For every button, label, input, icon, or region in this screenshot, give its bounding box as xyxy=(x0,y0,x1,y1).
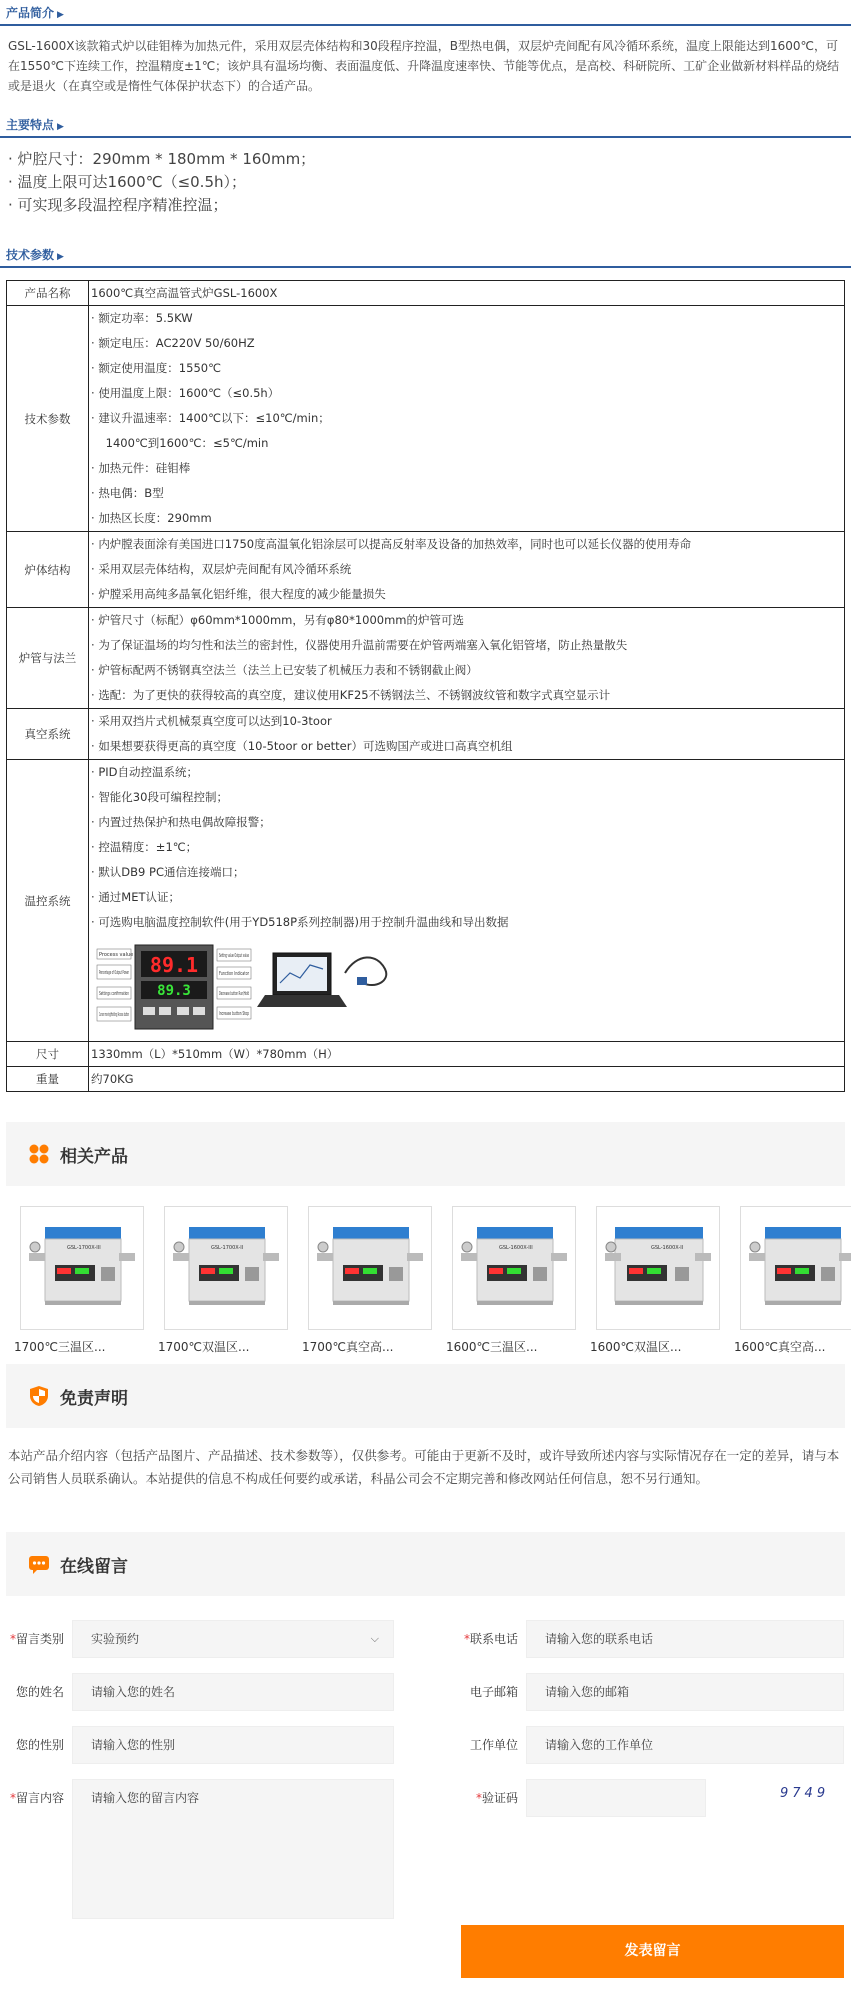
captcha-input[interactable] xyxy=(526,1779,706,1817)
product-name[interactable]: 1700℃真空高... xyxy=(302,1340,394,1354)
grid-icon xyxy=(28,1143,50,1165)
product-name[interactable]: 1600℃双温区... xyxy=(590,1340,682,1354)
product-model-plate: GSL-1700X-II xyxy=(211,1245,244,1251)
product-name[interactable]: 1700℃三温区... xyxy=(14,1340,106,1354)
phone-field: *联系电话 请输入您的联系电话 xyxy=(454,1620,844,1658)
related-product-card[interactable] xyxy=(734,1206,851,1364)
ctrl-label-left-1: Percentage of Output Power xyxy=(99,970,130,976)
controller-illustration xyxy=(95,943,395,1033)
param-key: 真空系统 xyxy=(7,709,89,760)
related-product-card[interactable] xyxy=(446,1206,580,1364)
param-line: · 加热元件：硅钼棒 xyxy=(91,461,191,475)
param-key: 炉体结构 xyxy=(7,532,89,608)
params-section-title: 技术参数 ▶ xyxy=(0,242,851,268)
param-line: · PID自动控温系统； xyxy=(91,765,198,779)
submit-button[interactable]: 发表留言 xyxy=(461,1925,844,1978)
param-line: · 采用双层壳体结构，双层炉壳间配有风冷循环系统 xyxy=(91,562,352,576)
product-model-plate: GSL-1700X-III xyxy=(67,1245,101,1251)
related-product-card[interactable] xyxy=(302,1206,436,1364)
param-key: 尺寸 xyxy=(7,1042,89,1067)
ctrl-label-right-3: Increase button Stop xyxy=(219,1011,249,1017)
feature-item: · 炉腔尺寸：290mm * 180mm * 160mm； xyxy=(8,150,316,168)
product-image[interactable] xyxy=(164,1206,288,1330)
param-line: · 选配：为了更快的获得较高的真空度，建议使用KF25不锈钢法兰、不锈钢波纹管和数字式真空显示计 xyxy=(91,688,611,702)
captcha-field: *验证码 9749 xyxy=(454,1779,844,1817)
param-value-list xyxy=(89,532,845,608)
triangle-right-icon: ▶ xyxy=(57,10,64,20)
email-input[interactable]: 请输入您的邮箱 xyxy=(526,1673,844,1711)
param-line: · 建议升温速率：1400℃以下：≤10℃/min； xyxy=(91,411,330,425)
params-table xyxy=(6,280,845,1092)
param-key: 炉管与法兰 xyxy=(7,608,89,709)
related-products-header: 相关产品 xyxy=(6,1122,845,1186)
message-header: 在线留言 xyxy=(6,1532,845,1596)
ctrl-label-right-0: Setting value Output value xyxy=(219,953,249,959)
triangle-right-icon: ▶ xyxy=(57,252,64,262)
product-image[interactable] xyxy=(740,1206,851,1330)
message-type-select[interactable]: 实验预约 ⌵ xyxy=(72,1620,394,1658)
param-key: 温控系统 xyxy=(7,760,89,1042)
features-section-title: 主要特点 ▶ xyxy=(0,112,851,138)
param-line: · 为了保证温场的均匀性和法兰的密封性，仪器使用升温前需要在炉管两端塞入氧化铝管堵，防止热量散失 xyxy=(91,638,628,652)
product-model-plate: GSL-1600X-III xyxy=(499,1245,533,1251)
intro-text: GSL-1600X该款箱式炉以硅钼棒为加热元件，采用双层壳体结构和30段程序控温，B型热电偶，双层炉壳间配有风冷循环系统，温度上限能达到1600℃，可在1550℃下连续工作，控温精度±1℃；该炉具有温场均衡、表面温度低、升降温度速率快、节能等优点，是高校、科研院所、工矿企业做新材料样品的烧结或是退火（在真空或是惰性气体保护状态下）的合适产品。 xyxy=(8,39,840,93)
content-textarea[interactable]: 请输入您的留言内容 xyxy=(72,1779,394,1919)
product-name[interactable]: 1700℃双温区... xyxy=(158,1340,250,1354)
param-line: · 使用温度上限：1600℃（≤0.5h） xyxy=(91,386,280,400)
param-line: · 智能化30段可编程控制； xyxy=(91,790,228,804)
work-unit-field: 工作单位 请输入您的工作单位 xyxy=(454,1726,844,1764)
param-line: · 默认DB9 PC通信连接端口； xyxy=(91,865,245,879)
chat-bubble-icon xyxy=(28,1553,50,1575)
temperature-controller-image xyxy=(95,943,395,1033)
name-input[interactable]: 请输入您的姓名 xyxy=(72,1673,394,1711)
param-line: · 内置过热保护和热电偶故障报警； xyxy=(91,815,271,829)
param-key: 重量 xyxy=(7,1067,89,1092)
ctrl-label-left-3: Cursor moving/Holding /Access button xyxy=(99,1012,129,1018)
param-value: 约70KG xyxy=(89,1067,845,1092)
message-type-field: *留言类别 实验预约 ⌵ xyxy=(0,1620,394,1658)
product-image[interactable] xyxy=(596,1206,720,1330)
shield-icon xyxy=(28,1385,50,1407)
param-line: · 炉管标配两不锈钢真空法兰（法兰上已安装了机械压力表和不锈钢截止阀） xyxy=(91,663,478,677)
content-field: *留言内容 请输入您的留言内容 xyxy=(0,1779,394,1919)
intro-section-title: 产品简介 ▶ xyxy=(0,0,851,26)
disclaimer-header: 免责声明 xyxy=(6,1364,845,1428)
param-value-list xyxy=(89,709,845,760)
ctrl-display-bottom: 89.3 xyxy=(157,983,191,999)
param-line: · 加热区长度：290mm xyxy=(91,511,212,525)
disclaimer-text: 本站产品介绍内容（包括产品图片、产品描述、技术参数等），仅供参考。可能由于更新不及时，或许导致所述内容与实际情况存在一定的差异，请与本公司销售人员联系确认。本站提供的信息不构成任何要约或承诺，科晶公司会不定期完善和修改网站任何信息，恕不另行通知。 xyxy=(8,1448,840,1486)
param-line: 1400℃到1600℃：≤5℃/min xyxy=(98,436,269,450)
ctrl-label-left-0: Process value xyxy=(99,952,134,958)
param-line: · 额定功率：5.5KW xyxy=(91,311,193,325)
param-line: · 炉管尺寸（标配）φ60mm*1000mm，另有φ80*1000mm的炉管可选 xyxy=(91,613,464,627)
ctrl-label-right-1: Function Indicator xyxy=(219,971,250,977)
param-line: · 控温精度：±1℃； xyxy=(91,840,198,854)
param-line: · 额定使用温度：1550℃ xyxy=(91,361,221,375)
param-value: 1600℃真空高温管式炉GSL-1600X xyxy=(89,281,845,306)
param-line: · 可选购电脑温度控制软件(用于YD518P系列控制器)用于控制升温曲线和导出数据 xyxy=(91,915,509,929)
param-value-list xyxy=(89,760,845,1042)
param-line: · 额定电压：AC220V 50/60HZ xyxy=(91,336,255,350)
feature-item: · 可实现多段温控程序精准控温； xyxy=(8,196,228,214)
product-model-plate: GSL-1600X-II xyxy=(651,1245,684,1251)
product-image[interactable] xyxy=(308,1206,432,1330)
product-name[interactable]: 1600℃三温区... xyxy=(446,1340,538,1354)
ctrl-display-top: 89.1 xyxy=(149,953,199,977)
triangle-right-icon: ▶ xyxy=(57,122,64,132)
phone-input[interactable]: 请输入您的联系电话 xyxy=(526,1620,844,1658)
param-line: · 热电偶：B型 xyxy=(91,486,164,500)
param-value-list xyxy=(89,306,845,532)
gender-field: 您的性别 请输入您的性别 xyxy=(0,1726,394,1764)
param-line: · 采用双挡片式机械泵真空度可以达到10-3toor xyxy=(91,714,332,728)
param-line: · 如果想要获得更高的真空度（10-5toor or better）可选购国产或进口高真空机组 xyxy=(91,739,513,753)
related-product-card[interactable] xyxy=(590,1206,724,1364)
related-product-card[interactable] xyxy=(158,1206,292,1364)
param-line: · 通过MET认证； xyxy=(91,890,181,904)
param-line: · 内炉膛表面涂有美国进口1750度高温氧化铝涂层可以提高反射率及设备的加热效率，同时也可以延长仪器的使用寿命 xyxy=(91,537,692,551)
message-form xyxy=(0,1620,851,1965)
product-image[interactable] xyxy=(20,1206,144,1330)
related-product-card[interactable] xyxy=(14,1206,148,1364)
chevron-down-icon: ⌵ xyxy=(370,1632,379,1645)
name-field: 您的姓名 请输入您的姓名 xyxy=(0,1673,394,1711)
email-field: 电子邮箱 请输入您的邮箱 xyxy=(454,1673,844,1711)
param-line: · 炉膛采用高纯多晶氧化铝纤维，很大程度的减少能量损失 xyxy=(91,587,386,601)
param-key: 产品名称 xyxy=(7,281,89,306)
gender-input[interactable]: 请输入您的性别 xyxy=(72,1726,394,1764)
captcha-image[interactable]: 9749 xyxy=(780,1786,830,1801)
product-name[interactable]: 1600℃真空高... xyxy=(734,1340,826,1354)
related-products-list xyxy=(0,1186,851,1364)
features-list xyxy=(0,138,851,242)
param-value-list xyxy=(89,608,845,709)
param-key: 技术参数 xyxy=(7,306,89,532)
work-unit-input[interactable]: 请输入您的工作单位 xyxy=(526,1726,844,1764)
product-image[interactable] xyxy=(452,1206,576,1330)
param-value: 1330mm（L）*510mm（W）*780mm（H） xyxy=(89,1042,845,1067)
ctrl-label-left-2: Settings confirmation xyxy=(99,991,129,997)
ctrl-label-right-2: Decrease button Run/Hold xyxy=(219,991,249,997)
feature-item: · 温度上限可达1600℃（≤0.5h）； xyxy=(8,173,246,191)
